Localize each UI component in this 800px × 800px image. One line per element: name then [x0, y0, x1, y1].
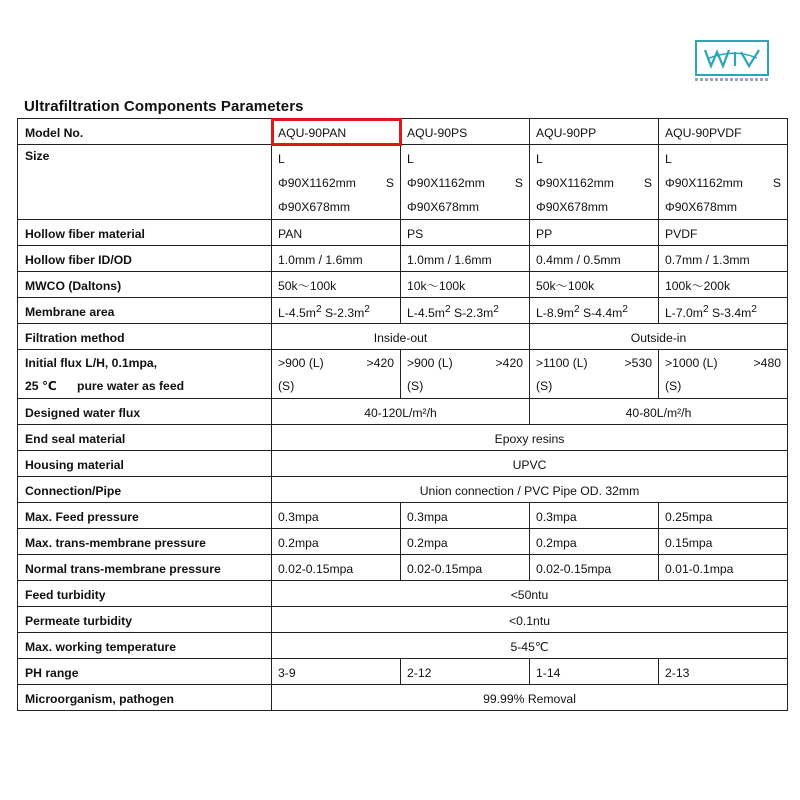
logo-wave-icon	[697, 42, 767, 74]
table-row	[18, 581, 788, 607]
table-row	[18, 399, 788, 425]
table-cell: PP	[530, 220, 659, 246]
flux-cell: >900 (L) >420 (S)	[272, 350, 401, 399]
table-cell: $L-8.9m^2$ $S-4.4m^2$	[530, 298, 659, 324]
table-cell: PVDF	[659, 220, 788, 246]
table-row	[18, 298, 788, 324]
document-title: Ultrafiltration Components Parameters	[24, 98, 304, 115]
row-label: Normal trans-membrane pressure	[18, 555, 272, 581]
flux-cell: >1100 (L) >530 (S)	[530, 350, 659, 399]
table-cell: 40-80L/m²/h	[530, 399, 788, 425]
flux-cell: >900 (L) >420 (S)	[401, 350, 530, 399]
table-cell: 0.3mpa	[401, 503, 530, 529]
table-cell: 0.2mpa	[272, 529, 401, 555]
table-cell: 2-12	[401, 659, 530, 685]
table-cell: $L-4.5m^2$ $S-2.3m^2$	[401, 298, 530, 324]
table-row	[18, 145, 788, 220]
table-cell: Union connection / PVC Pipe OD. 32mm	[272, 477, 788, 503]
table-row	[18, 659, 788, 685]
table-cell: <50ntu	[272, 581, 788, 607]
table-cell: 0.02-0.15mpa	[272, 555, 401, 581]
table-cell: Outside-in	[530, 324, 788, 350]
table-cell: PAN	[272, 220, 401, 246]
row-label: Model No.	[18, 119, 272, 145]
table-row	[18, 119, 788, 145]
row-label: Permeate turbidity	[18, 607, 272, 633]
row-label: PH range	[18, 659, 272, 685]
table-cell: 3-9	[272, 659, 401, 685]
row-label: Hollow fiber material	[18, 220, 272, 246]
table-cell: 0.2mpa	[530, 529, 659, 555]
table-row	[18, 350, 788, 399]
row-label: Hollow fiber ID/OD	[18, 246, 272, 272]
table-row	[18, 503, 788, 529]
table-row	[18, 272, 788, 298]
row-label: Membrane area	[18, 298, 272, 324]
row-label: Designed water flux	[18, 399, 272, 425]
table-cell: 0.02-0.15mpa	[530, 555, 659, 581]
table-cell: 1.0mm / 1.6mm	[401, 246, 530, 272]
table-cell: 0.7mm / 1.3mm	[659, 246, 788, 272]
table-cell: Epoxy resins	[272, 425, 788, 451]
table-cell: 0.02-0.15mpa	[401, 555, 530, 581]
row-label: Size	[18, 145, 272, 220]
table-cell: <0.1ntu	[272, 607, 788, 633]
row-label: MWCO (Daltons)	[18, 272, 272, 298]
table-row	[18, 425, 788, 451]
table-cell: 2-13	[659, 659, 788, 685]
row-label: End seal material	[18, 425, 272, 451]
table-cell: 0.2mpa	[401, 529, 530, 555]
row-label: Initial flux L/H, 0.1mpa, 25 ℃ pure water as feed	[18, 350, 272, 399]
row-label: Max. working temperature	[18, 633, 272, 659]
table-cell: 0.4mm / 0.5mm	[530, 246, 659, 272]
row-label: Max. trans-membrane pressure	[18, 529, 272, 555]
model-cell-highlighted: AQU-90PAN	[272, 119, 401, 145]
brand-logo	[695, 40, 769, 76]
table-row	[18, 685, 788, 711]
table-cell: 0.25mpa	[659, 503, 788, 529]
table-cell: 100k～200k	[659, 272, 788, 298]
table-cell: 50k～100k	[272, 272, 401, 298]
row-label: Connection/Pipe	[18, 477, 272, 503]
table-cell: 1-14	[530, 659, 659, 685]
size-cell: L Φ90X1162mm S Φ90X678mm	[530, 145, 659, 220]
table-cell: PS	[401, 220, 530, 246]
logo-caption	[695, 78, 769, 81]
table-row	[18, 246, 788, 272]
table-row	[18, 607, 788, 633]
row-label: Housing material	[18, 451, 272, 477]
table-row	[18, 220, 788, 246]
table-row	[18, 477, 788, 503]
model-cell: AQU-90PP	[530, 119, 659, 145]
table-row	[18, 555, 788, 581]
table-cell: Inside-out	[272, 324, 530, 350]
row-label: Max. Feed pressure	[18, 503, 272, 529]
table-row	[18, 324, 788, 350]
table-cell: $L-7.0m^2$ $S-3.4m^2$	[659, 298, 788, 324]
size-cell: L Φ90X1162mm S Φ90X678mm	[659, 145, 788, 220]
model-cell: AQU-90PS	[401, 119, 530, 145]
table-cell: $L-4.5m^2$ $S-2.3m^2$	[272, 298, 401, 324]
model-cell: AQU-90PVDF	[659, 119, 788, 145]
flux-cell: >1000 (L) >480 (S)	[659, 350, 788, 399]
table-cell: 50k～100k	[530, 272, 659, 298]
row-label: Filtration method	[18, 324, 272, 350]
row-label: Microorganism, pathogen	[18, 685, 272, 711]
table-row	[18, 633, 788, 659]
table-cell: 99.99% Removal	[272, 685, 788, 711]
row-label: Feed turbidity	[18, 581, 272, 607]
size-cell: L Φ90X1162mm S Φ90X678mm	[401, 145, 530, 220]
parameters-table	[17, 118, 788, 711]
table-row	[18, 529, 788, 555]
table-row	[18, 451, 788, 477]
table-cell: 1.0mm / 1.6mm	[272, 246, 401, 272]
size-cell: L Φ90X1162mm S Φ90X678mm	[272, 145, 401, 220]
table-cell: 0.3mpa	[272, 503, 401, 529]
table-cell: 40-120L/m²/h	[272, 399, 530, 425]
table-cell: 5-45℃	[272, 633, 788, 659]
table-cell: 0.15mpa	[659, 529, 788, 555]
table-cell: 0.01-0.1mpa	[659, 555, 788, 581]
table-cell: UPVC	[272, 451, 788, 477]
table-cell: 10k～100k	[401, 272, 530, 298]
table-cell: 0.3mpa	[530, 503, 659, 529]
